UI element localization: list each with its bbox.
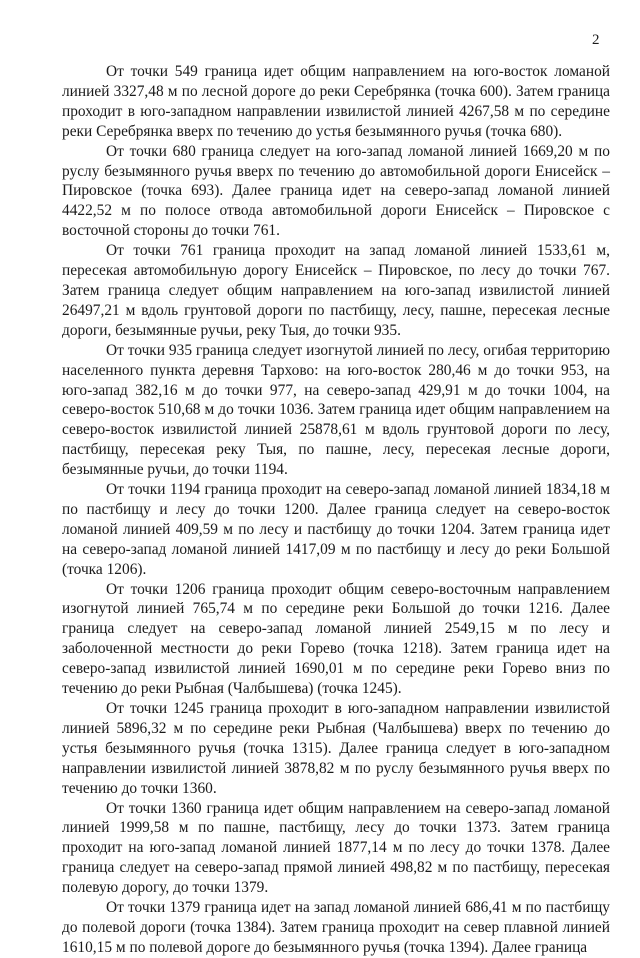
paragraph-point-1245: От точки 1245 граница проходит в юго-западном направлении извилистой линией 5896,32 м по середине реки Рыбная (Чалбышева) вверх по течению до устья безымянного ручья (точка 1315). Далее граница следует в юго-западном направлении извилистой линией 3878,82 м по руслу безымянного ручья вверх по течению до точки 1360. — [62, 700, 610, 797]
paragraph-point-549: От точки 549 граница идет общим направлением на юго-восток ломаной линией 3327,48 м по лесной дороге до реки Серебрянка (точка 600). Затем граница проходит в юго-западном направлении извилистой линией 4267,58 м по середине реки Серебрянка вверх по течению до устья безымянного ручья (точка 680). — [62, 63, 610, 140]
paragraph-point-1194: От точки 1194 граница проходит на северо-запад ломаной линией 1834,18 м по пастбищу и лесу до точки 1200. Далее граница следует на северо-восток ломаной линией 409,59 м по лесу и пастбищу до точки 1204. Затем граница идет на северо-запад ломаной линией 1417,09 м по пастбищу и лесу до реки Большой (точка 1206). — [62, 481, 610, 578]
page-number: 2 — [592, 32, 600, 48]
paragraph-point-1206: От точки 1206 граница проходит общим северо-восточным направлением изогнутой линией 765,74 м по середине реки Большой до точки 1216. Далее граница следует на северо-запад ломаной линией 2549,15 м по лесу и заболоченной местности до реки Горево (точка 1218). Затем граница идет на северо-запад извилистой линией 1690,01 м по середине реки Горево вниз по течению до реки Рыбная (Чалбышева) (точка 1245). — [62, 580, 610, 698]
document-body — [62, 62, 610, 958]
paragraph-point-1360: От точки 1360 граница идет общим направлением на северо-запад ломаной линией 1999,58 м по пашне, пастбищу, лесу до точки 1373. Затем граница проходит на юго-запад ломаной линией 1877,14 м по лесу до точки 1378. Далее граница следует на северо-запад прямой линией 498,82 м по пастбищу, пересекая полевую дорогу, до точки 1379. — [62, 799, 610, 897]
paragraph-point-680: От точки 680 граница следует на юго-запад ломаной линией 1669,20 м по руслу безымянного ручья вверх по течению до автомобильной дороги Енисейск – Пировское (точка 693). Далее граница идет на северо-запад ломаной линией 4422,52 м по полосе отвода автомобильной дороги Енисейск – Пировское с восточной стороны до точки 761. — [62, 142, 610, 240]
paragraph-point-1379: От точки 1379 граница идет на запад ломаной линией 686,41 м по пастбищу до полевой дороги (точка 1384). Затем граница проходит на север плавной линией 1610,15 м по полевой дороге до безымянного ручья (точка 1394). Далее граница — [62, 899, 610, 956]
paragraph-point-935: От точки 935 граница следует изогнутой линией по лесу, огибая территорию населенного пункта деревня Тархово: на юго-восток 280,46 м до точки 953, на юго-запад 382,16 м до точки 977, на северо-запад 429,91 м до точки 1004, на северо-восток 510,68 м до точки 1036. Затем граница идет общим направлением на северо-восток извилистой линией 25878,61 м вдоль грунтовой дороги по лесу, пастбищу, пересекая реку Тыя, по пашне, лесу, пересекая лесные дороги, безымянные ручьи, до точки 1194. — [62, 341, 610, 479]
paragraph-point-761: От точки 761 граница проходит на запад ломаной линией 1533,61 м, пересекая автомобильную дорогу Енисейск – Пировское, по лесу до точки 767. Затем граница следует общим направлением на юго-запад извилистой линией 26497,21 м вдоль грунтовой дороги по пастбищу, лесу, пашне, пересекая лесные дороги, безымянные ручьи, реку Тыя, до точки 935. — [62, 242, 610, 339]
